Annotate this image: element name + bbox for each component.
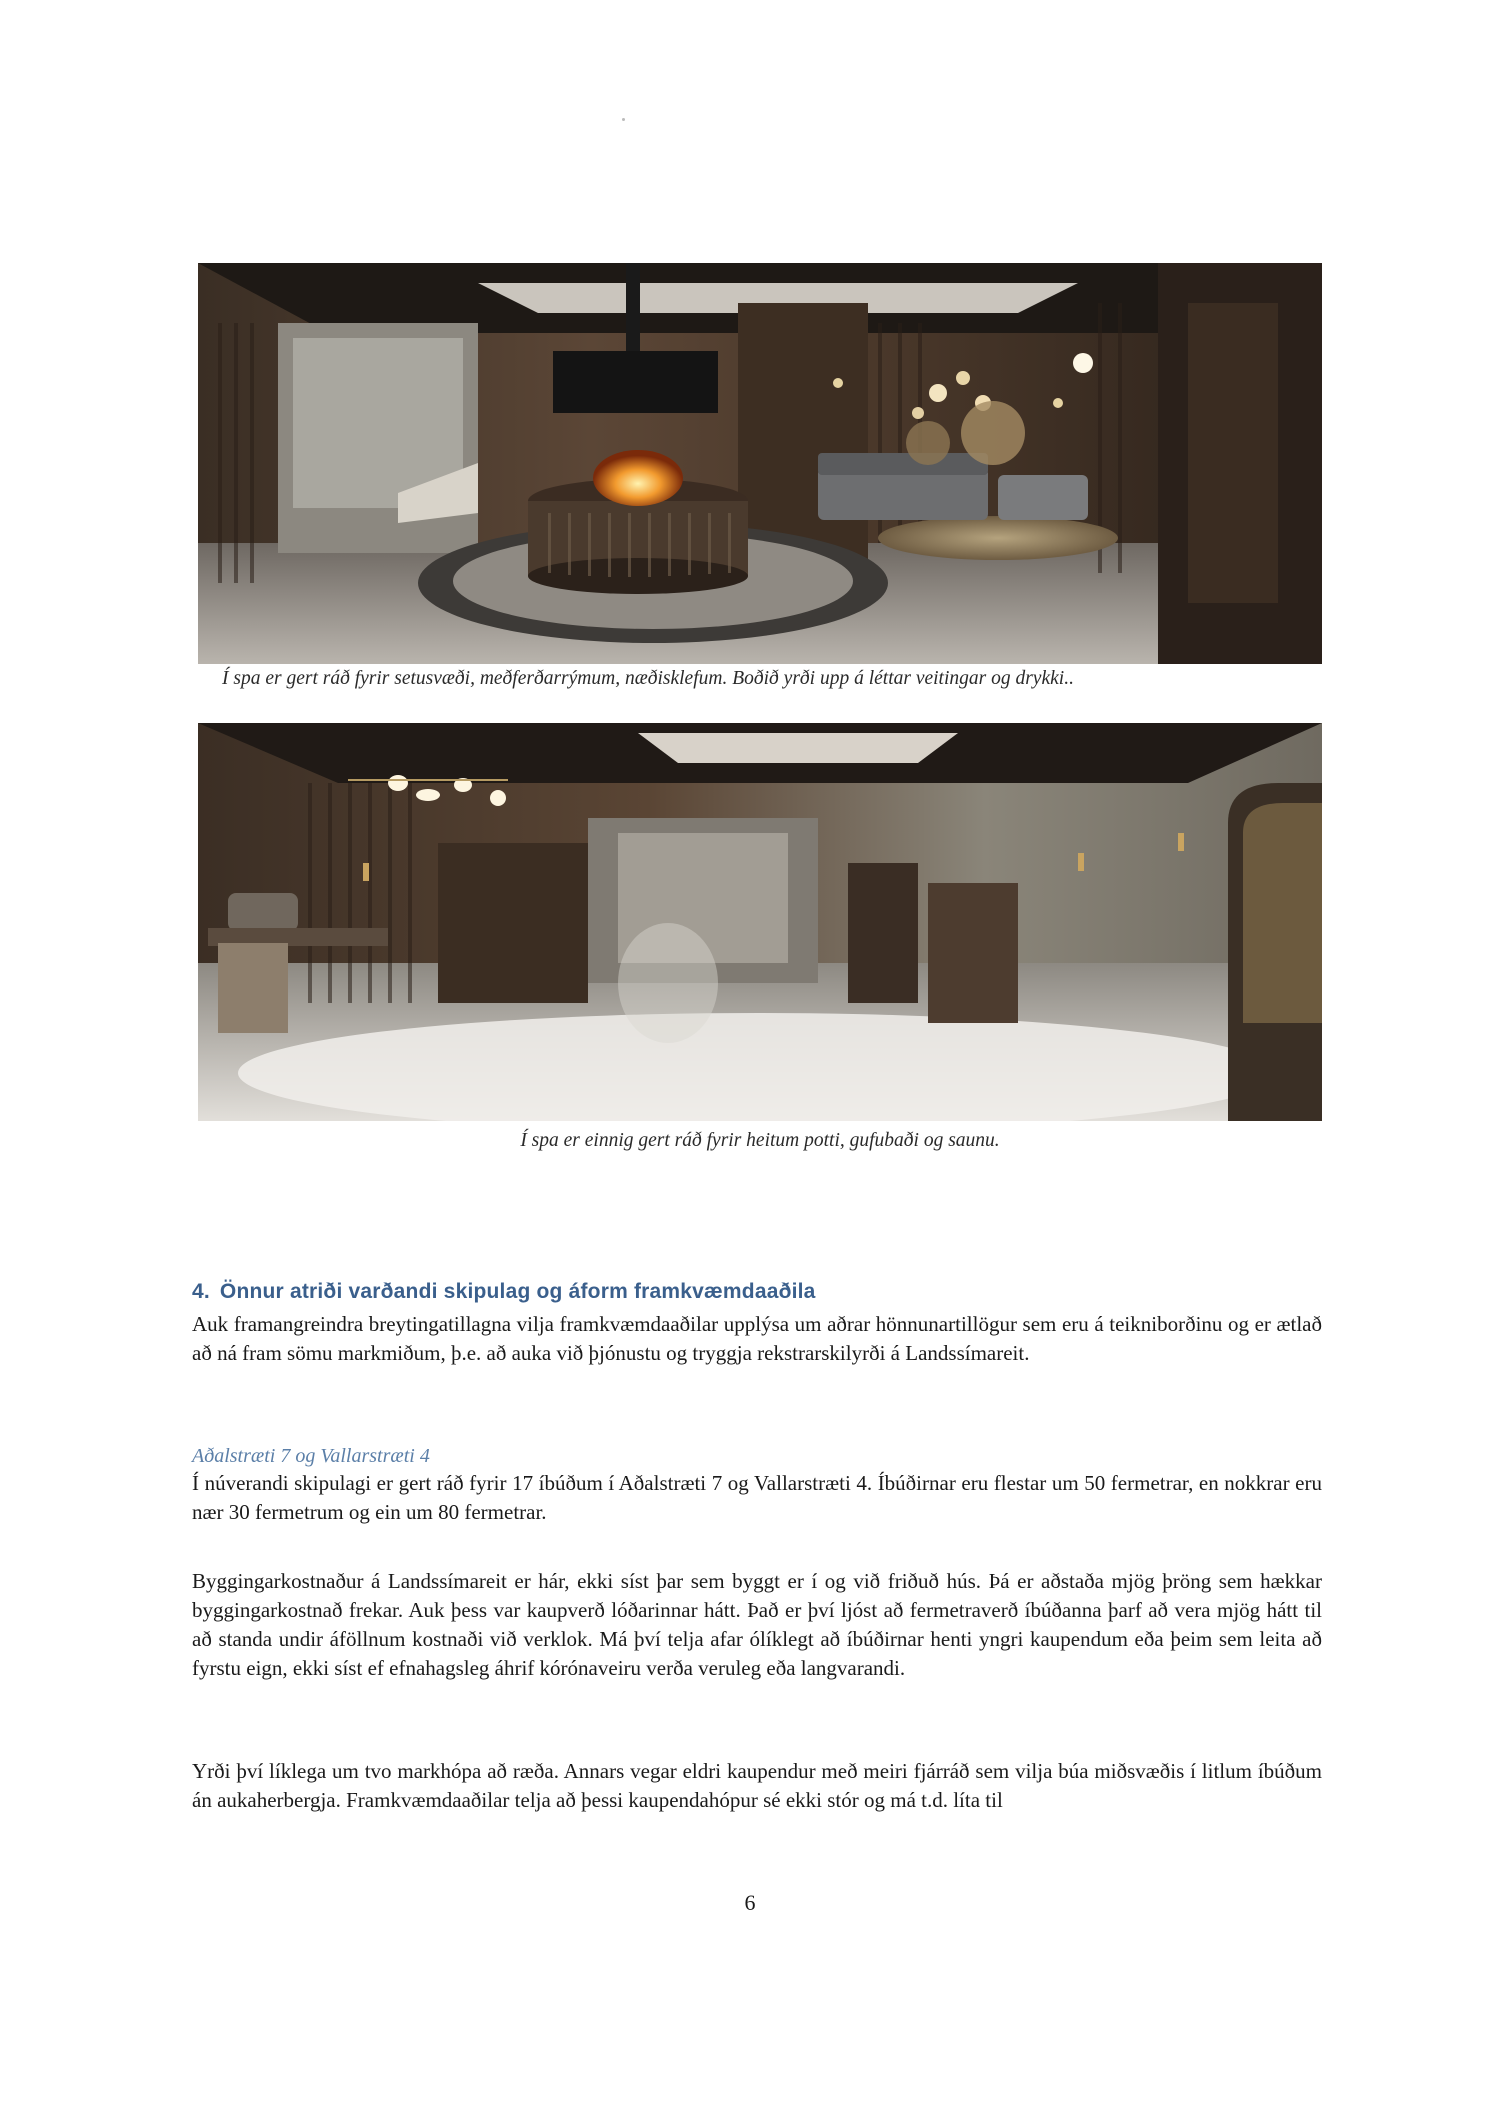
section-title: Önnur atriði varðandi skipulag og áform framkvæmdaaðila	[219, 1280, 816, 1303]
spa-lounge-caption: Í spa er gert ráð fyrir setusvæði, meðferðarrýmum, næðisklefum. Boðið yrði upp á léttar veitingar og drykki..	[222, 668, 1074, 689]
page-number: 6	[744, 1890, 756, 1915]
target-groups-paragraph: Yrði því líklega um tvo markhópa að ræða. Annars vegar eldri kaupendur með meiri fjárráð sem vilja búa miðsvæðis í litlum íbúðum án aukaherbergja. Framkvæmdaaðilar telja að þessi kaupendahópur sé ekki stór og má t.d. líta til	[192, 1759, 1322, 1812]
spa-pool-render	[198, 723, 1322, 1121]
section-heading	[192, 1280, 816, 1304]
apartments-paragraph: Í núverandi skipulagi er gert ráð fyrir 17 íbúðum í Aðalstræti 7 og Vallarstræti 4. Íbúðirnar eru flestar um 50 fermetrar, en nokkrar eru nær 30 fermetrum og ein um 80 fermetrar.	[192, 1471, 1322, 1524]
spa-lounge-render	[198, 263, 1322, 664]
spa-pool-caption: Í spa er einnig gert ráð fyrir heitum potti, gufubaði og saunu.	[520, 1130, 1000, 1151]
spa-lounge-image	[198, 263, 1322, 664]
section-intro-paragraph: Auk framangreindra breytingatillagna vilja framkvæmdaaðilar upplýsa um aðrar hönnunartillögur sem eru á teikniborðinu og er ætlað að ná fram sömu markmiðum, þ.e. að auka við þjónustu og tryggja rekstrarskilyrði á Landssímareit.	[192, 1312, 1322, 1365]
subsection-title: Aðalstræti 7 og Vallarstræti 4	[192, 1445, 430, 1467]
scan-speck	[622, 118, 625, 121]
section-number: 4.	[192, 1280, 210, 1303]
building-cost-paragraph: Byggingarkostnaður á Landssímareit er hár, ekki síst þar sem byggt er í og við friðuð hús. Þá er aðstaða mjög þröng sem hækkar byggingarkostnað frekar. Auk þess var kaupverð lóðarinnar hátt. Það er því ljóst að fermetraverð íbúðanna þarf að vera mjög hátt til að standa undir áföllnum kostnaði við verklok. Má því telja afar ólíklegt að íbúðirnar henti yngri kaupendum eða þeim sem leita að fyrstu eign, ekki síst ef efnahagsleg áhrif kórónaveiru verða veruleg eða langvarandi.	[192, 1569, 1322, 1680]
spa-pool-image	[198, 723, 1322, 1121]
